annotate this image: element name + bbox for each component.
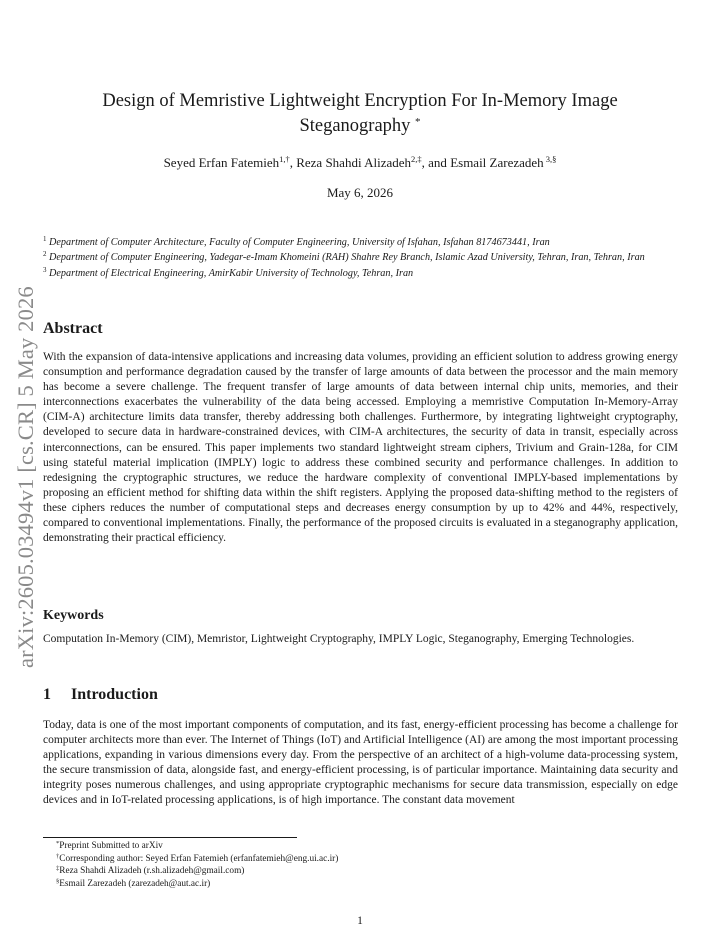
affiliation-list bbox=[43, 235, 678, 281]
section-title: Introduction bbox=[71, 686, 158, 703]
footnote-mark: * bbox=[56, 840, 60, 847]
affiliation-text: Department of Electrical Engineering, AmirKabir University of Technology, Tehran, Iran bbox=[49, 267, 414, 279]
affiliation-number: 1 bbox=[43, 235, 47, 243]
paper-title bbox=[60, 89, 660, 139]
author-name: Seyed Erfan Fatemieh bbox=[163, 155, 280, 170]
author-name: Esmail Zarezadeh bbox=[450, 155, 544, 170]
affiliation-item bbox=[43, 266, 678, 281]
footnote-list bbox=[56, 840, 338, 890]
affiliation-item bbox=[43, 235, 678, 250]
introduction-body: Today, data is one of the most important components of computation, and its fast, energy-efficient processing has become a challenge for computer architects more than ever. The Internet of Things (IoT) and Artificial Intelligence (AI) are among the most important processing applications, expanding in various dimensions every day. From the perspective of an architect of a high-volume data-processing system, the secure transmission of data, alongside fast, and energy-efficient processing, is of particular importance. Maintaining data security and integrity poses numerous challenges, and using appropriate cryptographic mechanisms for secure data transmission, especially on edge devices and in IoT-related processing applications, is of high importance. The constant data movement bbox=[43, 719, 678, 807]
affiliation-number: 3 bbox=[43, 265, 47, 274]
footnote-text: Corresponding author: Seyed Erfan Fatemieh (erfanfatemieh@eng.ui.ac.ir) bbox=[59, 853, 339, 864]
page-number: 1 bbox=[357, 915, 363, 927]
author-list bbox=[44, 155, 676, 171]
footnote-mark: ‡ bbox=[56, 865, 60, 873]
keywords-heading: Keywords bbox=[43, 608, 104, 623]
author-separator: , bbox=[289, 155, 297, 170]
section-number: 1 bbox=[43, 686, 51, 703]
affiliation-text: Department of Computer Engineering, Yadegar-e-Imam Khomeini (RAH) Shahre Rey Branch, Islamic Azad University, Tehran, Iran, Tehran, Iran bbox=[49, 252, 645, 264]
author-name: Reza Shahdi Alizadeh bbox=[296, 155, 412, 170]
footnote-mark: § bbox=[56, 877, 60, 885]
author-affiliation-mark: 3,§ bbox=[543, 154, 557, 164]
footnote-text: Esmail Zarezadeh (zarezadeh@aut.ac.ir) bbox=[59, 878, 211, 889]
title-line-1: Design of Memristive Lightweight Encryption For In-Memory Image bbox=[102, 91, 618, 111]
title-footnote-mark: * bbox=[415, 116, 421, 128]
affiliation-text: Department of Computer Architecture, Faculty of Computer Engineering, University of Isfahan, Isfahan 8174673441, Iran bbox=[49, 237, 550, 248]
footnote-text: Preprint Submitted to arXiv bbox=[59, 841, 163, 851]
affiliation-number: 2 bbox=[43, 250, 47, 259]
publication-date: May 6, 2026 bbox=[326, 185, 394, 200]
affiliation-item bbox=[43, 250, 678, 265]
footnote-item bbox=[56, 865, 338, 878]
abstract-heading: Abstract bbox=[43, 320, 103, 337]
footnote-item bbox=[56, 878, 338, 891]
introduction-heading bbox=[43, 686, 158, 704]
footnote-item bbox=[56, 840, 338, 853]
footnote-text: Reza Shahdi Alizadeh (r.sh.alizadeh@gmail.com) bbox=[59, 866, 245, 877]
arxiv-identifier-stamp: arXiv:2605.03494v1 [cs.CR] 5 May 2026 bbox=[13, 286, 38, 668]
author-affiliation-mark: 2,‡ bbox=[411, 154, 422, 164]
title-line-2: Steganography bbox=[299, 116, 411, 136]
footnote-item bbox=[56, 853, 338, 866]
footnote-divider bbox=[43, 837, 297, 838]
author-separator: , and bbox=[421, 155, 451, 170]
author-affiliation-mark: 1,† bbox=[279, 154, 290, 164]
footnote-mark: † bbox=[56, 852, 60, 860]
keywords-body: Computation In-Memory (CIM), Memristor, Lightweight Cryptography, IMPLY Logic, Steganography, Emerging Technologies. bbox=[43, 633, 635, 645]
abstract-body: With the expansion of data-intensive applications and increasing data volumes, providing an efficient solution to address growing energy consumption and performance degradation caused by the transfer of large amounts of data between the processor and the main memory has become a severe challenge. The frequent transfer of large amounts of data between internal chip units, memories, and their interconnections exacerbates the vulnerability of the data being accessed. Employing a memristive Computation In-Memory-Array (CIM-A) architecture limits data transfer, thereby addressing both challenges. Furthermore, by integrating lightweight cryptography, developed to secure data in hardware-constrained devices, with CIM-A architectures, the security of data in transit, especially across interconnections, can be ensured. This paper implements two standard lightweight stream ciphers, Trivium and Grain-128a, for CIM using stateful material implication (IMPLY) logic to address these combined security and performance challenges. In addition to redesigning the cryptographic structures, we reduce the hardware complexity of conventional IMPLY-based implementations by proposing an efficient method for shifting data within the shift registers. Applying the proposed data-shifting method to the registers of these ciphers reduces the number of computational steps and decreases energy consumption by up to 42% and 44%, respectively, compared to conventional implementations. Finally, the performance of the proposed circuits is evaluated in a steganography application, demonstrating their practical efficiency. bbox=[43, 351, 678, 545]
